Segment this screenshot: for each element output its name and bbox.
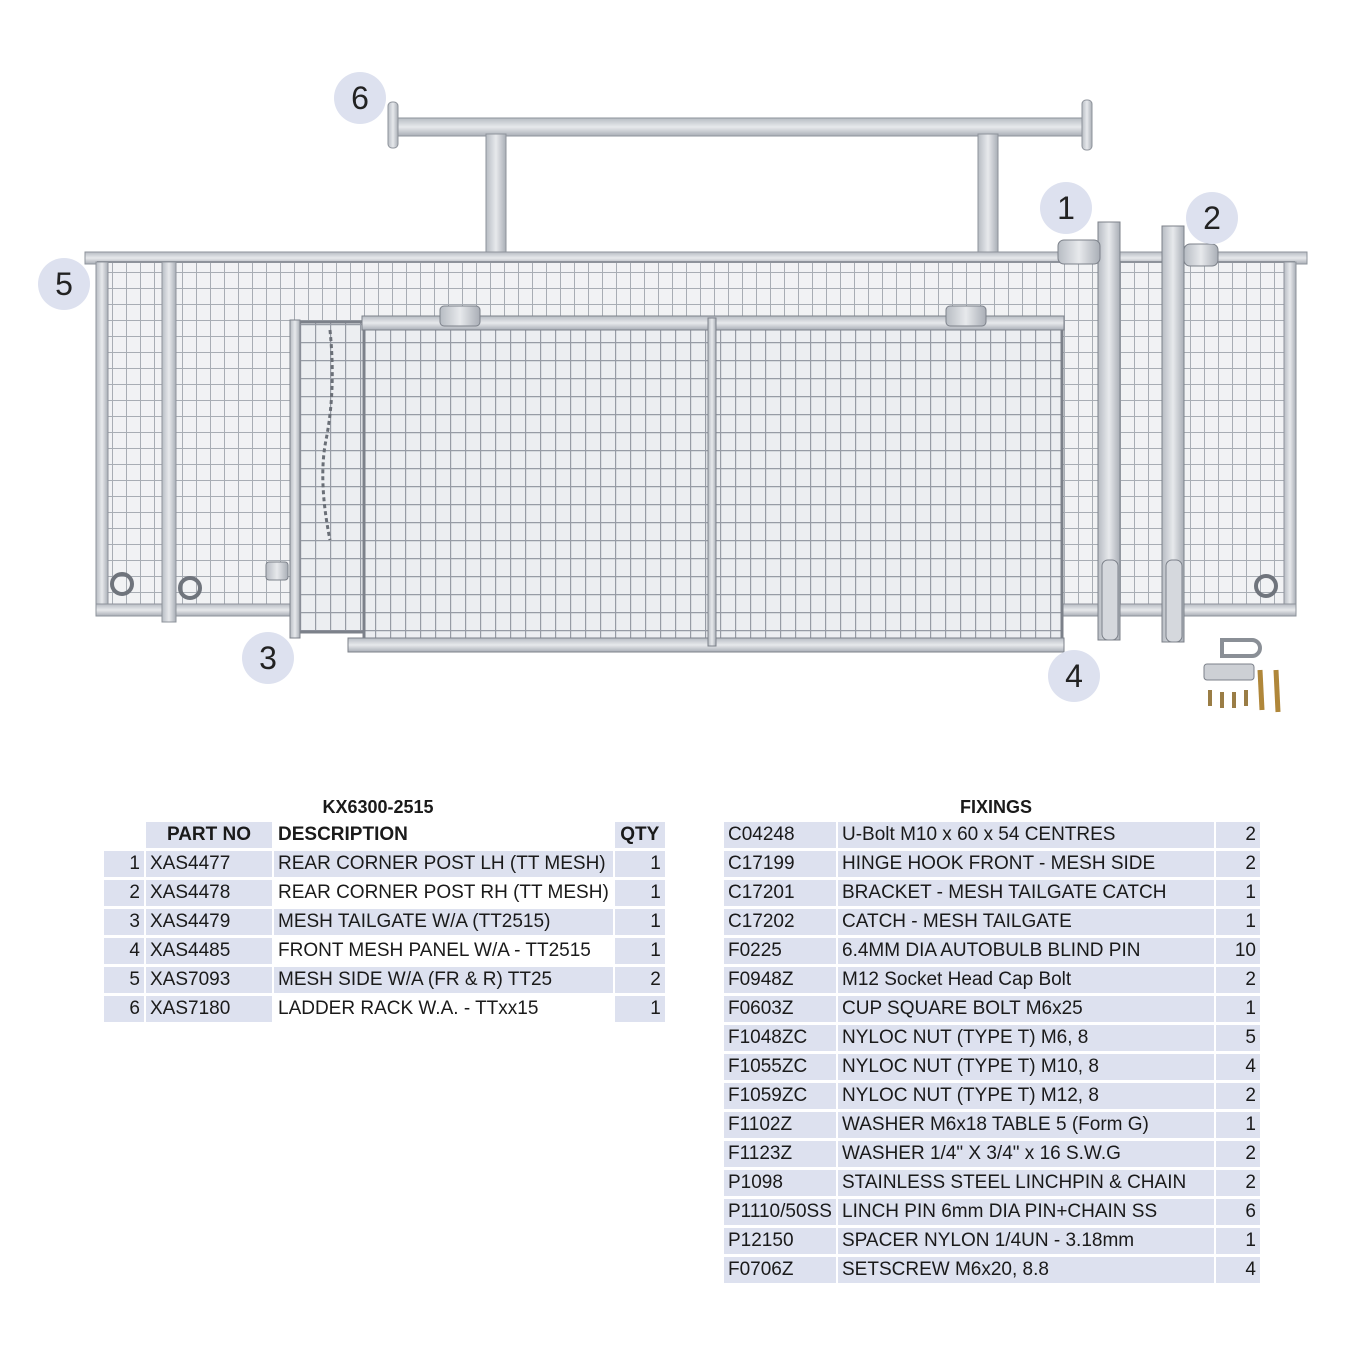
fixing-qty: 2 [1216, 1170, 1260, 1196]
part-qty: 1 [615, 880, 665, 906]
fixing-code: P1098 [724, 1170, 836, 1196]
fixing-code: P12150 [724, 1228, 836, 1254]
part-number: XAS4479 [146, 909, 272, 935]
fixing-code: F0948Z [724, 967, 836, 993]
fixing-code: P1110/50SS [724, 1199, 836, 1225]
fixing-qty: 1 [1216, 880, 1260, 906]
callout-4: 4 [1048, 650, 1100, 702]
fixing-code: F1059ZC [724, 1083, 836, 1109]
fixing-description: WASHER M6x18 TABLE 5 (Form G) [838, 1112, 1214, 1138]
fixing-code: F1123Z [724, 1141, 836, 1167]
parts-table-header [104, 822, 665, 848]
fixing-description: CUP SQUARE BOLT M6x25 [838, 996, 1214, 1022]
fixing-description: LINCH PIN 6mm DIA PIN+CHAIN SS [838, 1199, 1214, 1225]
parts-table-row [104, 967, 665, 993]
fixing-description: NYLOC NUT (TYPE T) M6, 8 [838, 1025, 1214, 1051]
fixing-description: M12 Socket Head Cap Bolt [838, 967, 1214, 993]
part-number: XAS4478 [146, 880, 272, 906]
part-description: REAR CORNER POST RH (TT MESH) [278, 882, 609, 903]
item-number: 2 [104, 880, 144, 906]
fixings-table-row [724, 938, 1260, 964]
fixings-table-row [724, 851, 1260, 877]
part-number: XAS7093 [146, 967, 272, 993]
fixing-description: U-Bolt M10 x 60 x 54 CENTRES [838, 822, 1214, 848]
fixing-code: F0706Z [724, 1257, 836, 1283]
callout-2: 2 [1186, 192, 1238, 244]
fixing-description: SPACER NYLON 1/4UN - 3.18mm [838, 1228, 1214, 1254]
fixings-hardware [1204, 640, 1278, 712]
fixing-qty: 4 [1216, 1054, 1260, 1080]
parts-table-row [104, 851, 665, 877]
fixing-description: NYLOC NUT (TYPE T) M12, 8 [838, 1083, 1214, 1109]
fixing-description: NYLOC NUT (TYPE T) M10, 8 [838, 1054, 1214, 1080]
fixing-code: F1055ZC [724, 1054, 836, 1080]
fixings-table-row [724, 1170, 1260, 1196]
fixing-description: CATCH - MESH TAILGATE [838, 909, 1214, 935]
callout-5: 5 [38, 258, 90, 310]
front-mesh-panel [348, 306, 1064, 652]
fixing-qty: 2 [1216, 851, 1260, 877]
item-number: 4 [104, 938, 144, 964]
part-description: FRONT MESH PANEL W/A - TT2515 [278, 940, 591, 961]
part-qty: 1 [615, 851, 665, 877]
fixings-table-row [724, 1141, 1260, 1167]
part-description: REAR CORNER POST LH (TT MESH) [274, 851, 613, 877]
callout-1: 1 [1040, 182, 1092, 234]
fixing-code: C17202 [724, 909, 836, 935]
part-number: XAS7180 [146, 996, 272, 1022]
fixing-code: F1048ZC [724, 1025, 836, 1051]
fixing-description: WASHER 1/4" X 3/4" x 16 S.W.G [838, 1141, 1214, 1167]
fixings-table [722, 819, 1262, 1286]
part-qty: 1 [615, 909, 665, 935]
fixing-qty: 1 [1216, 909, 1260, 935]
fixing-description: HINGE HOOK FRONT - MESH SIDE [838, 851, 1214, 877]
fixing-qty: 2 [1216, 1083, 1260, 1109]
parts-table-row [104, 909, 665, 935]
fixing-code: C17201 [724, 880, 836, 906]
fixings-table-row [724, 1054, 1260, 1080]
fixing-code: F1102Z [724, 1112, 836, 1138]
fixing-description: SETSCREW M6x20, 8.8 [838, 1257, 1214, 1283]
parts-table-row [104, 938, 665, 964]
part-number: XAS4485 [146, 938, 272, 964]
part-qty: 1 [615, 938, 665, 964]
item-number: 1 [104, 851, 144, 877]
fixings-table-row [724, 909, 1260, 935]
fixing-code: C17199 [724, 851, 836, 877]
fixing-qty: 10 [1216, 938, 1260, 964]
part-number: XAS4477 [146, 851, 272, 877]
fixings-table-row [724, 1199, 1260, 1225]
fixings-table-row [724, 1025, 1260, 1051]
fixing-description: STAINLESS STEEL LINCHPIN & CHAIN [838, 1170, 1214, 1196]
callout-3: 3 [242, 632, 294, 684]
fixings-table-row [724, 1228, 1260, 1254]
fixings-table-title: FIXINGS [959, 797, 1032, 817]
item-header [104, 822, 144, 848]
fixing-qty: 6 [1216, 1199, 1260, 1225]
fixings-table-row [724, 996, 1260, 1022]
item-number: 5 [104, 967, 144, 993]
fixings-table-row [724, 1257, 1260, 1283]
fixings-table-row [724, 880, 1260, 906]
fixing-qty: 2 [1216, 967, 1260, 993]
description-header: DESCRIPTION [278, 824, 408, 845]
item-number: 6 [104, 996, 144, 1022]
parts-table-row [104, 996, 665, 1022]
item-number: 3 [104, 909, 144, 935]
fixing-qty: 1 [1216, 996, 1260, 1022]
fixing-code: F0603Z [724, 996, 836, 1022]
parts-table [102, 819, 667, 1025]
fixings-table-row [724, 1112, 1260, 1138]
fixings-table-row [724, 967, 1260, 993]
part-description: MESH SIDE W/A (FR & R) TT25 [274, 967, 613, 993]
callout-6: 6 [334, 72, 386, 124]
fixing-code: C04248 [724, 822, 836, 848]
fixing-code: F0225 [724, 938, 836, 964]
part-no-header: PART NO [146, 822, 272, 848]
qty-header: QTY [615, 822, 665, 848]
fixing-qty: 1 [1216, 1112, 1260, 1138]
fixing-qty: 2 [1216, 822, 1260, 848]
fixing-description: BRACKET - MESH TAILGATE CATCH [838, 880, 1214, 906]
fixing-description: 6.4MM DIA AUTOBULB BLIND PIN [838, 938, 1214, 964]
part-description: LADDER RACK W.A. - TTxx15 [278, 998, 539, 1019]
fixings-table-row [724, 1083, 1260, 1109]
fixing-qty: 1 [1216, 1228, 1260, 1254]
fixing-qty: 2 [1216, 1141, 1260, 1167]
parts-table-row [104, 880, 665, 906]
parts-table-title: KX6300-2515 [322, 797, 434, 817]
fixing-qty: 4 [1216, 1257, 1260, 1283]
part-description: MESH TAILGATE W/A (TT2515) [274, 909, 613, 935]
part-qty: 2 [615, 967, 665, 993]
fixings-table-row [724, 822, 1260, 848]
fixing-qty: 5 [1216, 1025, 1260, 1051]
part-qty: 1 [615, 996, 665, 1022]
